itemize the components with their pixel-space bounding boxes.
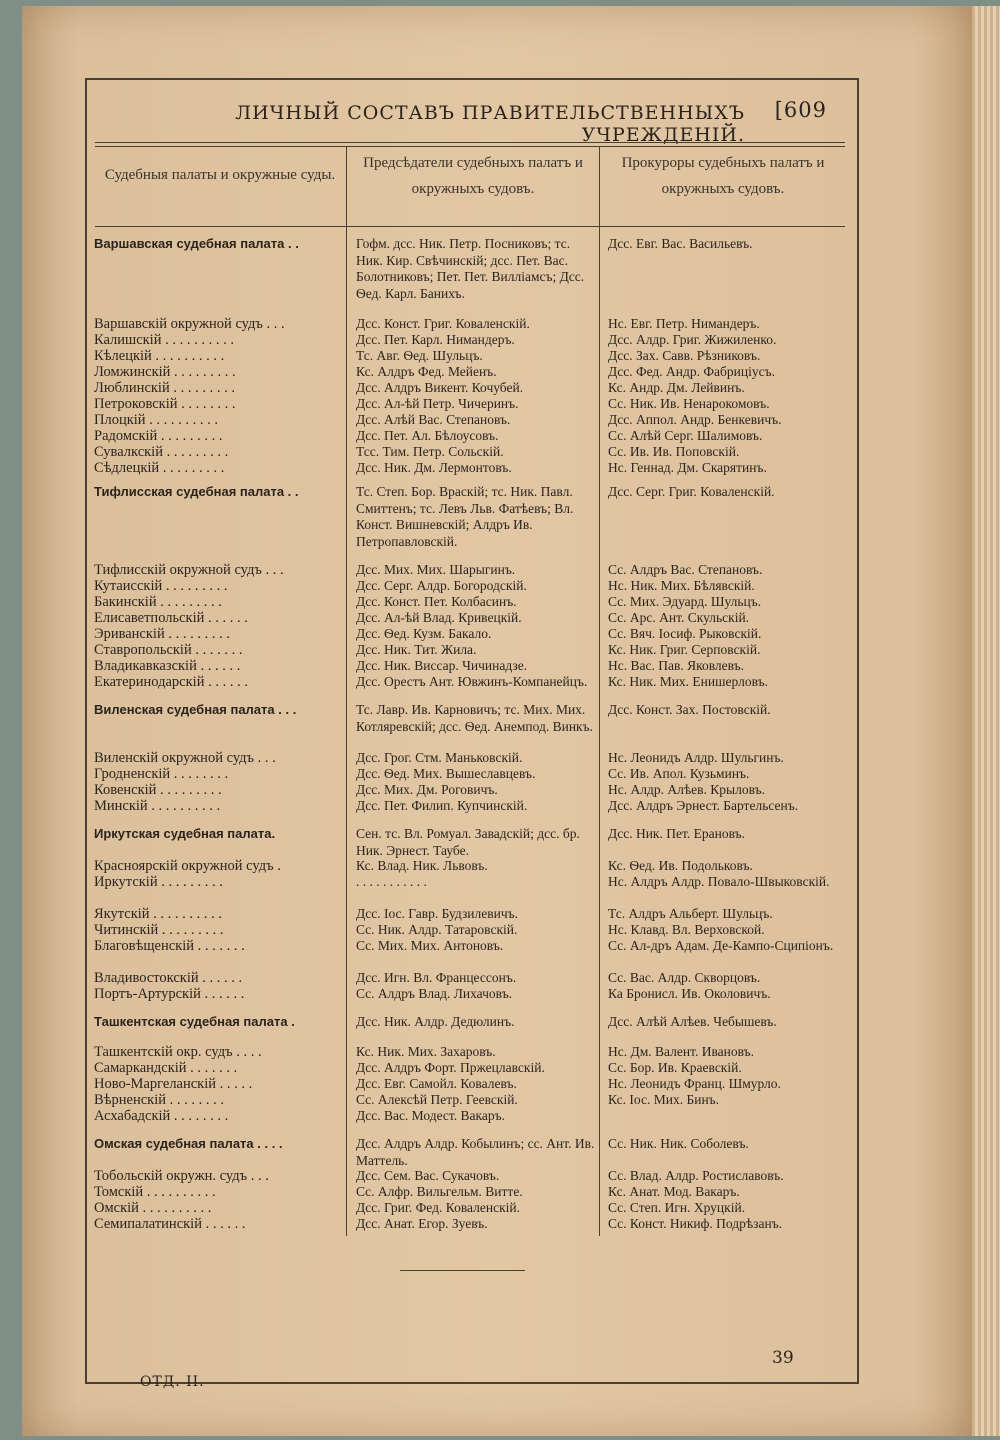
chairman-entry: Дсс. Алдръ Форт. Пржецлавскiй.: [356, 1060, 545, 1075]
chairman-entry: Кс. Влад. Ник. Львовъ.: [356, 858, 488, 873]
prosecutor-entry: Нс. Алдръ Алдр. Повало-Швыковскiй.: [608, 874, 830, 889]
prosecutor-entry: Нс. Леонидъ Франц. Шмурло.: [608, 1076, 781, 1091]
chairman-entry: Тсс. Тим. Петр. Сольскiй.: [356, 444, 504, 459]
footer-page-number: 39: [772, 1348, 794, 1368]
prosecutor-entry: Нс. Геннад. Дм. Скарятинъ.: [608, 460, 767, 475]
court-name: Владивостокскiй . . . . . .: [94, 970, 243, 986]
court-name: Ново-Маргеланскiй . . . . .: [94, 1076, 253, 1092]
chairman-entry: Дсс. Ник. Тит. Жила.: [356, 642, 477, 657]
court-name: Елисаветпольскiй . . . . . .: [94, 610, 248, 626]
prosecutor-entry: Сс. Бор. Ив. Краевскiй.: [608, 1060, 742, 1075]
chairman-entry: Сс. Алексѣй Петр. Геевскiй.: [356, 1092, 518, 1107]
prosecutor-entry: Сс. Алѣй Серг. Шалимовъ.: [608, 428, 763, 443]
court-name: Люблинскiй . . . . . . . . .: [94, 380, 235, 396]
court-name: Гродненскiй . . . . . . . .: [94, 766, 229, 782]
court-name: Радомскiй . . . . . . . . .: [94, 428, 223, 444]
court-name: Читинскiй . . . . . . . . .: [94, 922, 224, 938]
chairman-entry: Дсс. Пет. Карл. Нимандеръ.: [356, 332, 515, 347]
court-name: Ковенскiй . . . . . . . . .: [94, 782, 222, 798]
court-name: Калишскiй . . . . . . . . . .: [94, 332, 234, 348]
prosecutor-entry: Нс. Алдр. Алѣев. Крыловъ.: [608, 782, 765, 797]
header-page-number: [609: [774, 98, 827, 122]
chairman-entry: Сс. Алдръ Влад. Лихачовъ.: [356, 986, 513, 1001]
prosecutor-entry: Сс. Арс. Ант. Скульскiй.: [608, 610, 750, 625]
court-name: Портъ-Артурскiй . . . . . .: [94, 986, 245, 1002]
prosecutor-entry: Сс. Вяч. Iосиф. Рыковскiй.: [608, 626, 762, 641]
prosecutor-entry: Дсс. Евг. Вас. Васильевъ.: [608, 236, 753, 251]
court-name: Иркутская судебная палата.: [94, 826, 276, 841]
court-name: Ломжинскiй . . . . . . . . .: [94, 364, 236, 380]
court-name: Ставропольскiй . . . . . . .: [94, 642, 243, 658]
court-name: Вѣрненскiй . . . . . . . .: [94, 1092, 225, 1108]
prosecutor-entry: Нс. Дм. Валент. Ивановъ.: [608, 1044, 755, 1059]
prosecutor-entry: Нс. Евг. Петр. Нимандеръ.: [608, 316, 760, 331]
prosecutor-entry: Нс. Леонидъ Алдр. Шульгинъ.: [608, 750, 784, 765]
prosecutor-entry: Нс. Вас. Пав. Яковлевъ.: [608, 658, 745, 673]
chairman-entry: Дсс. Ник. Дм. Лермонтовъ.: [356, 460, 512, 475]
chairman-entry: Гофм. дсс. Ник. Петр. Посниковъ; тс. Ник. Кир. Свѣчинскiй; дсс. Пет. Вас. Болотниковъ; Пет. Пет. Вилліамсъ; Дсс. Ѳед. Карл. Банихъ.: [356, 236, 585, 301]
prosecutor-entry: Дсс. Ник. Пет. Ерановъ.: [608, 826, 745, 841]
chairman-entry: Дсс. Серг. Алдр. Богородскiй.: [356, 578, 527, 593]
prosecutor-entry: Сс. Степ. Игн. Хруцкiй.: [608, 1200, 746, 1215]
header-rule: [95, 142, 845, 143]
chairman-entry: Сс. Мих. Мих. Антоновъ.: [356, 938, 504, 953]
chairman-entry: Дсс. Ал-ѣй Петр. Чичеринъ.: [356, 396, 519, 411]
court-name: Якутскiй . . . . . . . . . .: [94, 906, 223, 922]
prosecutor-entry: Нс. Ник. Мих. Бѣлявскiй.: [608, 578, 755, 593]
court-name: Тифлисскiй окружной судъ . . .: [94, 562, 284, 578]
court-name: Асхабадскiй . . . . . . . .: [94, 1108, 229, 1124]
column-divider-2: [599, 146, 600, 1236]
chairman-entry: . . . . . . . . . . .: [356, 874, 427, 889]
court-name: Минскiй . . . . . . . . . .: [94, 798, 221, 814]
end-rule: [400, 1270, 525, 1271]
prosecutor-entry: Кс. Ник. Григ. Серповскiй.: [608, 642, 761, 657]
chairman-entry: Дсс. Вас. Модест. Вакаръ.: [356, 1108, 505, 1123]
chairman-entry: Сен. тс. Вл. Ромуал. Завадскiй; дсс. бр. Ник. Эрнест. Таубе.: [356, 826, 580, 858]
court-name: Кѣлецкiй . . . . . . . . . .: [94, 348, 225, 364]
prosecutor-entry: Сс. Вас. Алдр. Скворцовъ.: [608, 970, 761, 985]
court-name: Сѣдлецкiй . . . . . . . . .: [94, 460, 225, 476]
prosecutor-entry: Нс. Клавд. Вл. Верховской.: [608, 922, 765, 937]
prosecutor-entry: Сс. Конст. Никиф. Подрѣзанъ.: [608, 1216, 783, 1231]
court-name: Тифлисская судебная палата . .: [94, 484, 299, 499]
chairman-entry: Сс. Алфр. Вильгельм. Витте.: [356, 1184, 523, 1199]
chairman-entry: Дсс. Мих. Дм. Роговичъ.: [356, 782, 498, 797]
page-edges: [972, 6, 1000, 1436]
prosecutor-entry: Дсс. Аппол. Андр. Бенкевичъ.: [608, 412, 782, 427]
chairman-entry: Тс. Степ. Бор. Враскiй; тс. Ник. Павл. Смиттенъ; тс. Левъ Льв. Фатѣевъ; Вл. Конст. Вишневскiй; Алдръ Ив. Петропавловскiй.: [356, 484, 574, 549]
court-name: Виленская судебная палата . . .: [94, 702, 297, 717]
prosecutor-entry: Дсс. Серг. Григ. Коваленскiй.: [608, 484, 775, 499]
court-name: Омскiй . . . . . . . . . .: [94, 1200, 212, 1216]
court-name: Варшавская судебная палата . .: [94, 236, 299, 251]
chairman-entry: Дсс. Ѳед. Кузм. Бакало.: [356, 626, 492, 641]
prosecutor-entry: Дсс. Алдр. Григ. Жижиленко.: [608, 332, 777, 347]
court-name: Бакинскiй . . . . . . . . .: [94, 594, 222, 610]
chairman-entry: Дсс. Анат. Егор. Зуевъ.: [356, 1216, 488, 1231]
chairman-entry: Дсс. Iос. Гавр. Будзилевичъ.: [356, 906, 518, 921]
footer-section: ОТД. II.: [140, 1374, 205, 1390]
prosecutor-entry: Тс. Алдръ Альберт. Шульцъ.: [608, 906, 773, 921]
prosecutor-entry: Кс. Ник. Мих. Енишерловъ.: [608, 674, 768, 689]
chairman-entry: Дсс. Ник. Виссар. Чичинадзе.: [356, 658, 528, 673]
court-name: Эриванскiй . . . . . . . . .: [94, 626, 230, 642]
court-name: Омская судебная палата . . . .: [94, 1136, 283, 1151]
prosecutor-entry: Сс. Ник. Ник. Соболевъ.: [608, 1136, 749, 1151]
prosecutor-entry: Ка Бронисл. Ив. Околовичъ.: [608, 986, 771, 1001]
prosecutor-entry: Дсс. Алдръ Эрнест. Бартельсенъ.: [608, 798, 799, 813]
prosecutor-entry: Дсс. Зах. Савв. Рѣзниковъ.: [608, 348, 761, 363]
chairman-entry: Дсс. Алдръ Алдр. Кобылинъ; сс. Ант. Ив. Маттель.: [356, 1136, 595, 1168]
column-header-courts: Судебныя палаты и окружные суды.: [104, 167, 336, 183]
court-name: Семипалатинскiй . . . . . .: [94, 1216, 246, 1232]
column-divider-1: [346, 146, 347, 1236]
column-header-prosecutors: Прокуроры судебныхъ палатъ и окружныхъ судовъ.: [621, 155, 825, 197]
header-rule-2: [95, 146, 845, 147]
court-name: Ташкентскiй окр. судъ . . . .: [94, 1044, 262, 1060]
court-name: Владикавказскiй . . . . . .: [94, 658, 241, 674]
chairman-entry: Сс. Ник. Алдр. Татаровскiй.: [356, 922, 518, 937]
prosecutor-entry: Кс. Iос. Мих. Бинъ.: [608, 1092, 720, 1107]
chairman-entry: Дсс. Конст. Пет. Колбасинъ.: [356, 594, 517, 609]
prosecutor-entry: Сс. Ал-дръ Адам. Де-Кампо-Сципiонъ.: [608, 938, 834, 953]
court-name: Кутаисскiй . . . . . . . . .: [94, 578, 228, 594]
chairman-entry: Кс. Алдръ Фед. Мейенъ.: [356, 364, 497, 379]
court-name: Сувалкскiй . . . . . . . . .: [94, 444, 229, 460]
court-name: Плоцкiй . . . . . . . . . .: [94, 412, 219, 428]
prosecutor-entry: Дсс. Фед. Андр. Фабрицiусъ.: [608, 364, 775, 379]
court-name: Томскiй . . . . . . . . . .: [94, 1184, 216, 1200]
chairman-entry: Тс. Лавр. Ив. Карновичъ; тс. Мих. Мих. Котляревскiй; дсс. Ѳед. Анемпод. Винкъ.: [356, 702, 593, 734]
court-name: Петроковскiй . . . . . . . .: [94, 396, 236, 412]
running-header: [85, 96, 855, 146]
prosecutor-entry: Кс. Андр. Дм. Лейвинъ.: [608, 380, 745, 395]
chairman-entry: Дсс. Пет. Филип. Купчинскiй.: [356, 798, 528, 813]
court-name: Тобольскiй окружн. судъ . . .: [94, 1168, 269, 1184]
chairman-entry: Дсс. Евг. Самойл. Ковалевъ.: [356, 1076, 517, 1091]
court-name: Самаркандскiй . . . . . . .: [94, 1060, 238, 1076]
court-name: Виленскiй окружной судъ . . .: [94, 750, 276, 766]
chairman-entry: Дсс. Ник. Алдр. Дедюлинъ.: [356, 1014, 515, 1029]
prosecutor-entry: Дсс. Алѣй Алѣев. Чебышевъ.: [608, 1014, 777, 1029]
column-head-rule: [95, 226, 845, 227]
court-name: Ташкентская судебная палата .: [94, 1014, 295, 1029]
prosecutor-entry: Сс. Ив. Ив. Поповскiй.: [608, 444, 740, 459]
prosecutor-entry: Кс. Анат. Мод. Вакаръ.: [608, 1184, 740, 1199]
prosecutor-entry: Сс. Ив. Апол. Кузьминъ.: [608, 766, 750, 781]
chairman-entry: Тс. Авг. Ѳед. Шульцъ.: [356, 348, 483, 363]
prosecutor-entry: Сс. Алдръ Вас. Степановъ.: [608, 562, 763, 577]
court-name: Благовѣщенскiй . . . . . . .: [94, 938, 245, 954]
prosecutor-entry: Кс. Ѳед. Ив. Подольковъ.: [608, 858, 753, 873]
court-name: Иркутскiй . . . . . . . . .: [94, 874, 223, 890]
column-header-chairmen: Предсѣдатели судебныхъ палатъ и окружныхъ судовъ.: [363, 155, 583, 197]
prosecutor-entry: Дсс. Конст. Зах. Постовскiй.: [608, 702, 771, 717]
chairman-entry: Дсс. Конст. Григ. Коваленскiй.: [356, 316, 530, 331]
chairman-entry: Дсс. Орестъ Ант. Ювжинъ-Компанейцъ.: [356, 674, 588, 689]
court-name: Екатеринодарскiй . . . . . .: [94, 674, 248, 690]
prosecutor-entry: Сс. Мих. Эдуард. Шульцъ.: [608, 594, 762, 609]
chairman-entry: Дсс. Игн. Вл. Францессонъ.: [356, 970, 517, 985]
chairman-entry: Дсс. Мих. Мих. Шарыгинъ.: [356, 562, 516, 577]
chairman-entry: Дсс. Григ. Фед. Коваленскiй.: [356, 1200, 520, 1215]
court-name: Красноярскiй окружной судъ .: [94, 858, 281, 874]
chairman-entry: Кс. Ник. Мих. Захаровъ.: [356, 1044, 496, 1059]
chairman-entry: Дсс. Алдръ Викент. Кочубей.: [356, 380, 524, 395]
chairman-entry: Дсс. Ѳед. Мих. Вышеславцевъ.: [356, 766, 536, 781]
chairman-entry: Дсс. Сем. Вас. Сукачовъ.: [356, 1168, 500, 1183]
chairman-entry: Дсс. Алѣй Вас. Степановъ.: [356, 412, 511, 427]
prosecutor-entry: Сс. Ник. Ив. Ненарокомовъ.: [608, 396, 770, 411]
chairman-entry: Дсс. Грог. Стм. Маньковскiй.: [356, 750, 523, 765]
court-name: Варшавскiй окружной судъ . . .: [94, 316, 285, 332]
chairman-entry: Дсс. Пет. Ал. Бѣлоусовъ.: [356, 428, 499, 443]
chairman-entry: Дсс. Ал-ѣй Влад. Кривецкiй.: [356, 610, 522, 625]
prosecutor-entry: Сс. Влад. Алдр. Ростиславовъ.: [608, 1168, 784, 1183]
header-title: ЛИЧНЫЙ СОСТАВЪ ПРАВИТЕЛЬСТВЕННЫХЪ УЧРЕЖДЕНIЙ.: [235, 102, 745, 146]
